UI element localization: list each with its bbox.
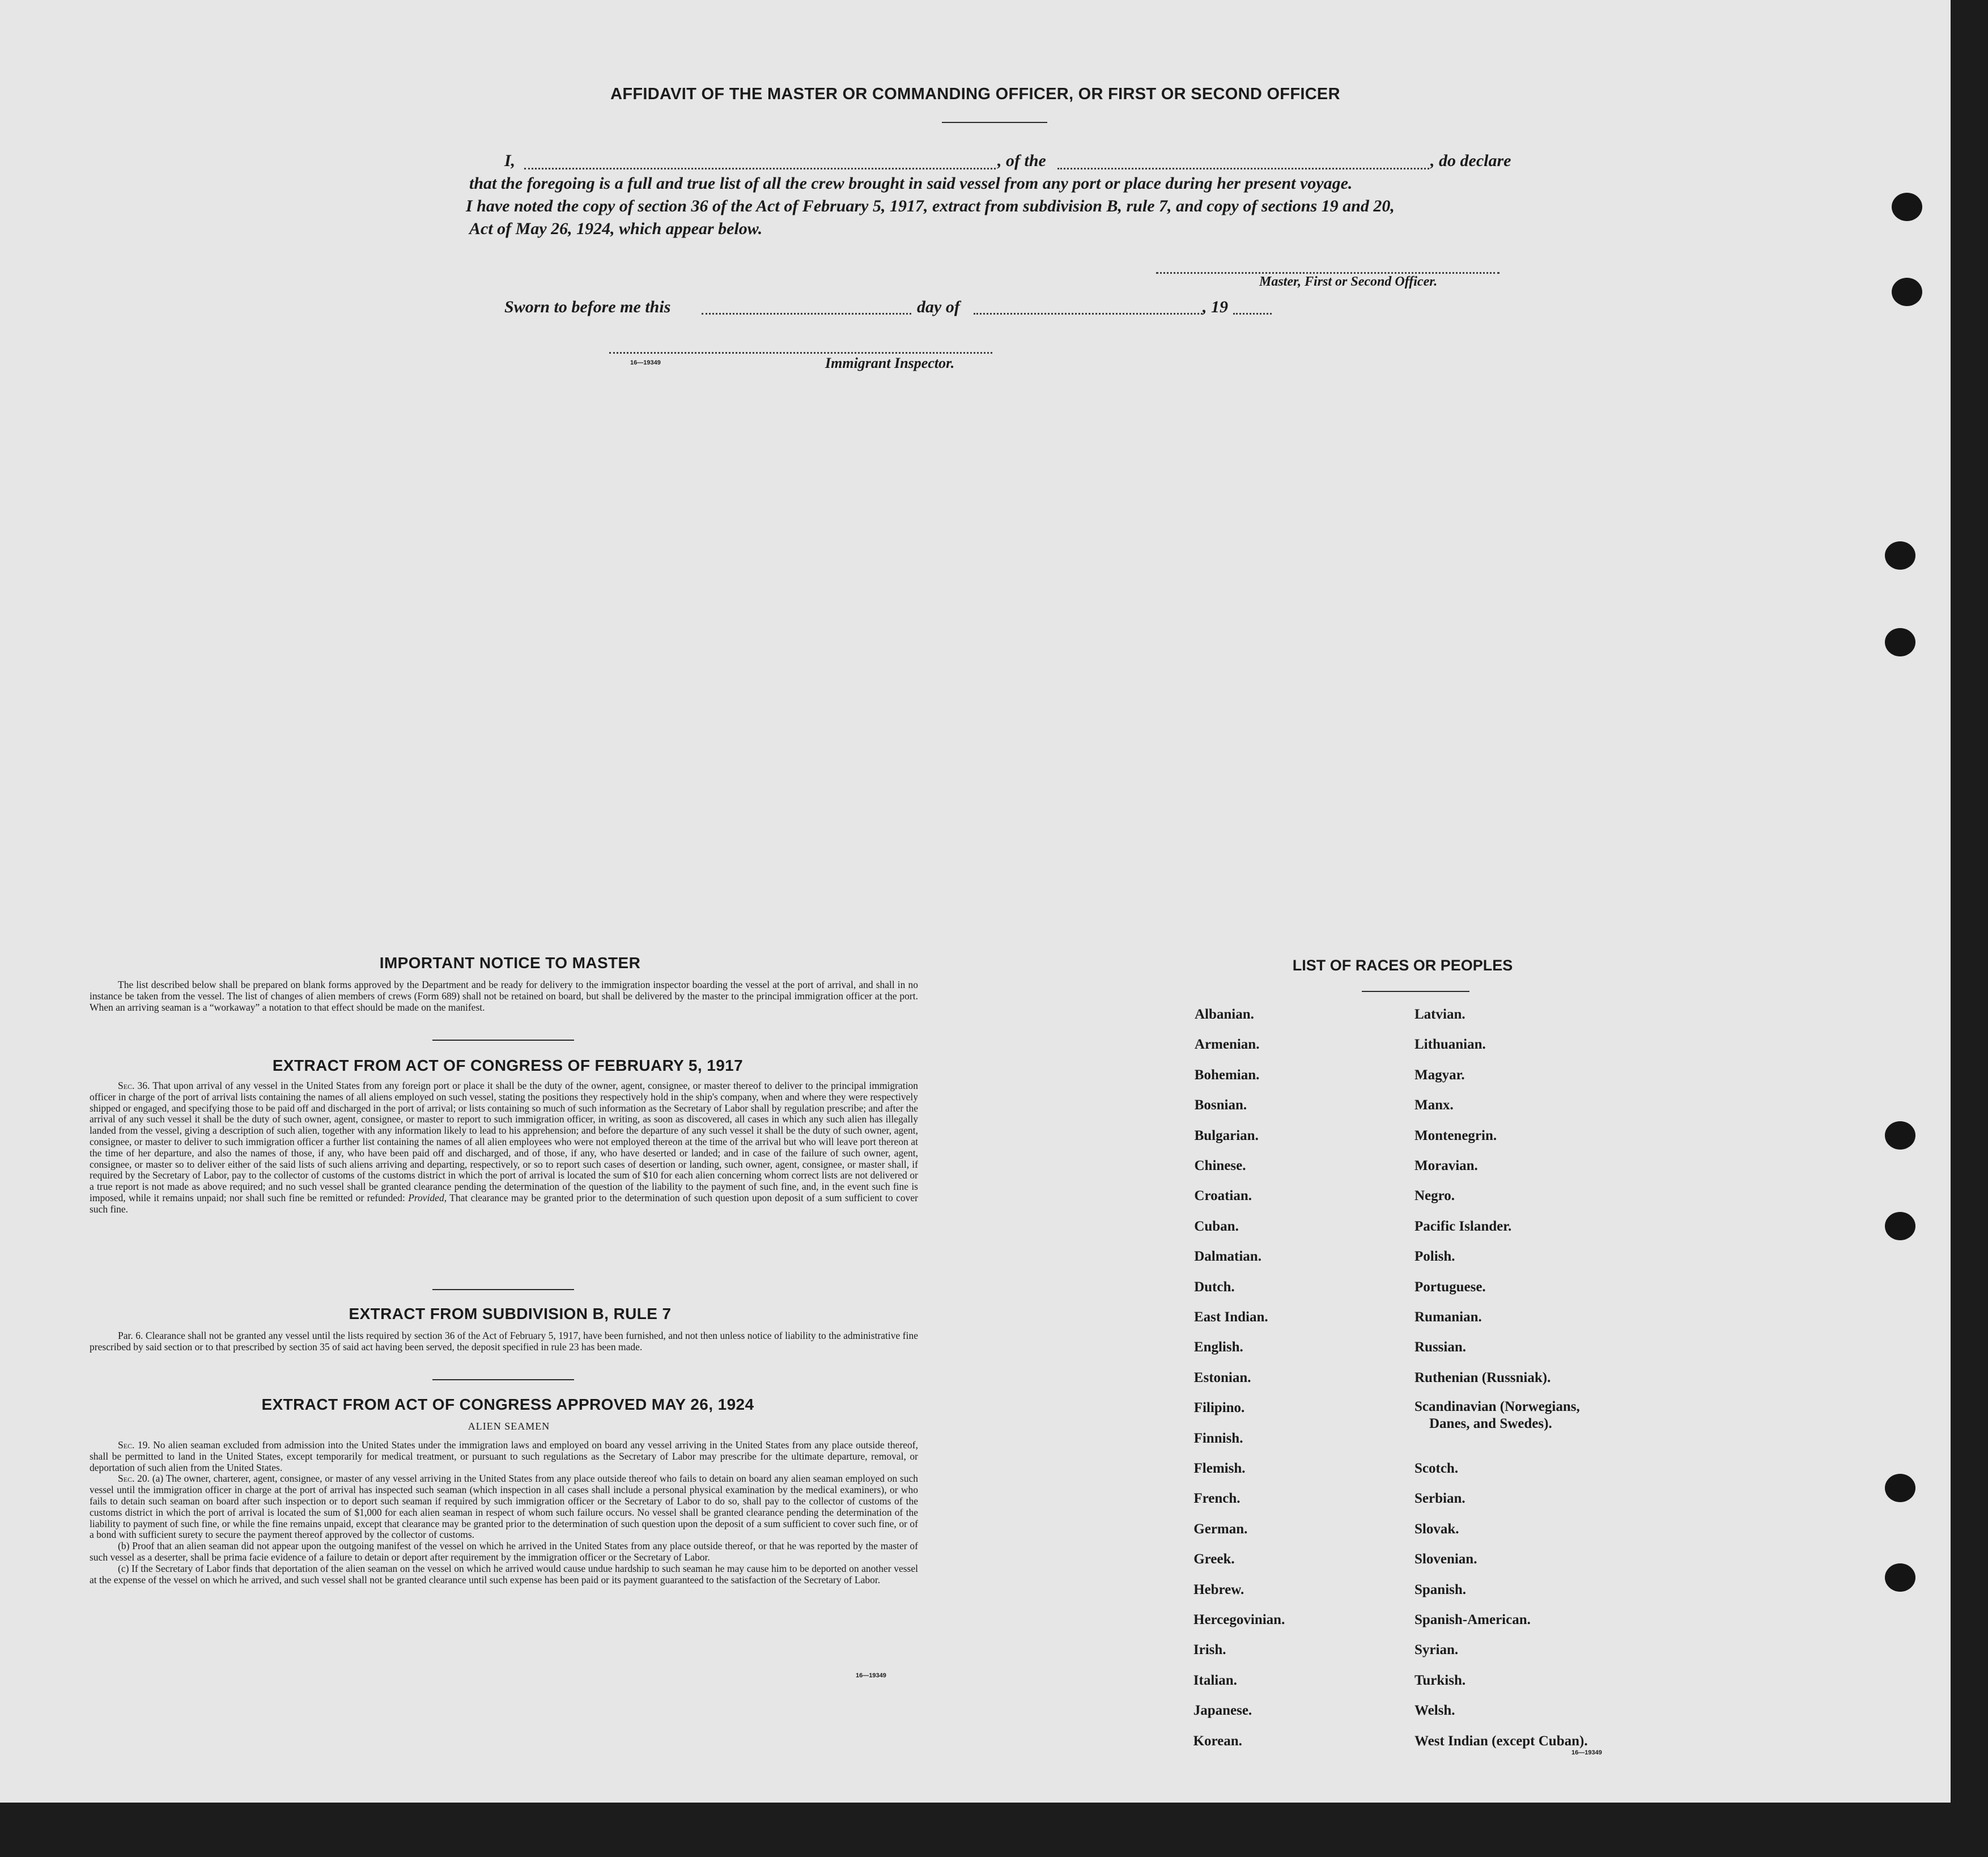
form-number: 16—19349 bbox=[856, 1672, 886, 1679]
race-item: Slovak. bbox=[1414, 1521, 1459, 1537]
rule7-text: Par. 6. Clearance shall not be granted any vessel until the lists required by section 36 of the Act of February 5, 1917, have been furnished, and not then unless notice of liability to the administrative fine prescribed by said section or to that prescribed by section 35 of said act having been served, the deposit specified in rule 23 has been made. bbox=[90, 1330, 918, 1353]
race-item: Bulgarian. bbox=[1194, 1127, 1259, 1143]
race-item: Dutch. bbox=[1194, 1279, 1235, 1295]
race-item: Dalmatian. bbox=[1194, 1249, 1261, 1265]
race-item: Croatian. bbox=[1194, 1188, 1252, 1204]
race-item: Polish. bbox=[1414, 1249, 1455, 1265]
race-item: Cuban. bbox=[1194, 1218, 1239, 1234]
inspector-caption: Immigrant Inspector. bbox=[825, 355, 955, 371]
races-title-rule bbox=[1362, 991, 1469, 992]
inspector-signature-field[interactable] bbox=[609, 352, 992, 354]
extract-rule7-title: EXTRACT FROM SUBDIVISION B, RULE 7 bbox=[349, 1305, 672, 1322]
race-item: Armenian. bbox=[1194, 1037, 1260, 1053]
extract-1924-title: EXTRACT FROM ACT OF CONGRESS APPROVED MAY 26, 1924 bbox=[261, 1396, 754, 1413]
race-item: Chinese. bbox=[1194, 1158, 1246, 1173]
race-item: Welsh. bbox=[1414, 1703, 1455, 1719]
race-item: Irish. bbox=[1193, 1642, 1226, 1658]
punch-hole bbox=[1885, 541, 1915, 570]
punch-hole bbox=[1885, 1474, 1915, 1502]
race-item: Hebrew. bbox=[1193, 1582, 1244, 1597]
alien-seamen-subtitle: ALIEN SEAMEN bbox=[468, 1421, 550, 1432]
race-item: Lithuanian. bbox=[1414, 1037, 1486, 1053]
race-item: Negro. bbox=[1414, 1188, 1455, 1204]
race-item: Magyar. bbox=[1414, 1067, 1465, 1083]
section-36-text-end: That clearance may be granted prior to the determination of such question upon deposit of a sum sufficient to cover such fine. bbox=[90, 1192, 918, 1215]
signature-caption: Master, First or Second Officer. bbox=[1259, 274, 1438, 289]
punch-hole bbox=[1885, 1121, 1915, 1150]
declarant-name-field[interactable] bbox=[524, 168, 996, 169]
race-item: Flemish. bbox=[1193, 1461, 1246, 1476]
race-item: French. bbox=[1193, 1491, 1241, 1507]
punch-hole bbox=[1885, 1212, 1915, 1240]
race-item: Serbian. bbox=[1414, 1491, 1465, 1507]
sworn-year-label: , 19 bbox=[1203, 298, 1228, 316]
race-item: Portuguese. bbox=[1414, 1279, 1486, 1295]
notice-paragraph bbox=[90, 980, 918, 1013]
race-item: Hercegovinian. bbox=[1193, 1612, 1285, 1627]
race-item: Japanese. bbox=[1193, 1703, 1252, 1719]
punch-hole bbox=[1885, 1563, 1915, 1592]
affidavit-title: AFFIDAVIT OF THE MASTER OR COMMANDING OFFICER, OR FIRST OR SECOND OFFICER bbox=[610, 85, 1340, 103]
affidavit-text-line: I have noted the copy of section 36 of the Act of February 5, 1917, extract from subdivision B, rule 7, and copy of sections 19 and 20, bbox=[466, 197, 1395, 215]
race-item: Moravian. bbox=[1414, 1158, 1478, 1173]
race-item: Syrian. bbox=[1414, 1642, 1459, 1658]
section-label: Sec. 36. bbox=[118, 1080, 150, 1091]
race-item: West Indian (except Cuban). bbox=[1414, 1733, 1588, 1749]
section-36-text: That upon arrival of any vessel in the United States from any foreign port or place it shall be the duty of the owner, agent, consignee, or master thereof to deliver to the principal immigration officer in charge of the port of arrival lists containing the names of all aliens employed on such vessel, stating the positions they respectively hold in the ship's company, when and where they were respectively shipped or engaged, and specifying those to be paid off and discharged in the port of arrival; or lists containing so much of such information as the Secretary of Labor shall by regulation prescribe; and after the arrival of any such vessel it shall be the duty of such owner, agent, consignee, or master to report to such immigration officer, in writing, as soon as discovered, all cases in which any such alien has illegally landed from the vessel, giving a description of such alien, together with any information likely to lead to his apprehension; and before the departure of any such vessel it shall be the duty of such owner, agent, consignee, or master to deliver to such immigration officer a further list containing the names of all alien employees who were not employed thereon at the time of the arrival but who will leave port thereon at the time of her departure, and also the names of those, if any, who have been paid off and discharged, and of those, if any, who have deserted or landed; and in case of the failure of such owner, agent, consignee, or master so to deliver either of the said lists of such aliens arriving and departing, respectively, or so to report such cases of desertion or landing, such owner, agent, consignee, or master shall, if required by the Secretary of Labor, pay to the collector of customs of the customs district in which the port of arrival is located the sum of $10 for each alien concerning whom correct lists are not delivered or a true report is not made as above required; and no such vessel shall be granted clearance pending the determination of the question of the liability to the payment of such fine, and, in the event such fine is imposed, while it remains unpaid; nor shall such fine be remitted or refunded: bbox=[90, 1080, 918, 1203]
race-item: Finnish. bbox=[1193, 1430, 1243, 1446]
sworn-day-of-label: day of bbox=[917, 298, 960, 316]
race-item: Rumanian. bbox=[1414, 1309, 1482, 1325]
sworn-month-field[interactable] bbox=[974, 313, 1203, 315]
extract-1917-paragraph bbox=[90, 1080, 918, 1215]
race-item: Italian. bbox=[1193, 1672, 1237, 1688]
section-19-text: No alien seaman excluded from admission into the United States under the immigration laws and employed on board any vessel arriving in the United States from any place outside thereof, shall be permitted to land in the United States, except temporarily for medical treatment, or pursuant to such regulations as the Secretary of Labor may prescribe for the ultimate departure, removal, or deportation of such alien from the United States. bbox=[90, 1439, 918, 1473]
affidavit-text-line: that the foregoing is a full and true list of all the crew brought in said vessel from any port or place during her present voyage. bbox=[469, 174, 1353, 193]
race-item: Pacific Islander. bbox=[1414, 1218, 1512, 1234]
sworn-label: Sworn to before me this bbox=[504, 298, 671, 316]
race-item: Russian. bbox=[1414, 1339, 1467, 1355]
section-label: Sec. 19. bbox=[118, 1439, 150, 1451]
punch-hole bbox=[1892, 193, 1922, 221]
section-divider bbox=[432, 1040, 574, 1041]
race-item: German. bbox=[1193, 1521, 1248, 1537]
notice-title: IMPORTANT NOTICE TO MASTER bbox=[379, 954, 641, 972]
vessel-name-field[interactable] bbox=[1057, 168, 1429, 169]
race-item: Albanian. bbox=[1195, 1007, 1254, 1022]
punch-hole bbox=[1885, 628, 1915, 656]
form-number: 16—19349 bbox=[630, 359, 661, 366]
races-title: LIST OF RACES OR PEOPLES bbox=[1292, 957, 1513, 974]
race-item: Bohemian. bbox=[1194, 1067, 1260, 1083]
race-item: Bosnian. bbox=[1194, 1097, 1247, 1113]
section-divider bbox=[432, 1289, 574, 1290]
section-20b-text: (b) Proof that an alien seaman did not appear upon the outgoing manifest of the vessel on which he arrived in the United States from any place outside thereof, or that he was reported by the master of such vessel as a deserter, shall be prima facie evidence of a failure to detain or deport after requirement by the immigration officer or the Secretary of Labor. bbox=[90, 1540, 918, 1563]
race-item: Montenegrin. bbox=[1414, 1127, 1497, 1143]
race-item: Estonian. bbox=[1193, 1370, 1251, 1385]
section-20c-text: (c) If the Secretary of Labor finds that deportation of the alien seaman on the vessel on which he arrived would cause undue hardship to such seaman he may cause him to be deported on another vessel at the expense of the vessel on which he arrived, and such vessel shall not be granted clearance until such expense has been paid or its payment guaranteed to the satisfaction of the Secretary of Labor. bbox=[90, 1562, 918, 1585]
race-item: Slovenian. bbox=[1414, 1551, 1477, 1567]
affidavit-label-i: I, bbox=[504, 151, 516, 170]
race-item: English. bbox=[1193, 1339, 1243, 1355]
extract-1924-paragraph bbox=[90, 1440, 918, 1585]
extract-1917-title: EXTRACT FROM ACT OF CONGRESS OF FEBRUARY 5, 1917 bbox=[272, 1057, 744, 1074]
race-item: Scandinavian (Norwegians, bbox=[1414, 1399, 1580, 1415]
section-20a-text: (a) The owner, charterer, agent, consignee, or master of any vessel arriving in the United States from any place outside thereof who fails to detain on board any alien seaman employed on such vessel until the immigration officer in charge at the port of arrival has inspected such seaman (which inspection in all cases shall include a personal physical examination by the medical examiners), or who fails to detain such seaman on board after such inspection or to deport such seaman if required by such immigration officer or the Secretary of Labor to do so, shall pay to the collector of customs of the customs district in which the port of arrival is located the sum of $1,000 for each alien seaman in respect of whom such failure occurs. No vessel shall be granted clearance pending the determination of the liability to payment of such fine, or while the fine remains unpaid, except that clearance may be granted prior to the determination of such question upon the deposit of a sum sufficient to cover such fine, or of a bond with sufficient surety to secure the payment thereof approved by the collector of customs. bbox=[90, 1473, 918, 1541]
race-item: Manx. bbox=[1414, 1097, 1454, 1113]
punch-hole bbox=[1892, 278, 1922, 306]
sworn-year-field[interactable] bbox=[1233, 313, 1272, 315]
extract-rule7-paragraph bbox=[90, 1330, 918, 1353]
title-rule bbox=[942, 122, 1047, 123]
race-item: Korean. bbox=[1193, 1733, 1242, 1749]
affidavit-label-declare: , do declare bbox=[1430, 151, 1511, 170]
section-divider bbox=[432, 1379, 574, 1380]
notice-text: The list described below shall be prepared on blank forms approved by the Department and be ready for delivery to the immigration inspector boarding the vessel at the port of arrival, and shall in no instance be taken from the vessel. The list of changes of alien members of crews (Form 689) shall not be retained on board, but shall be delivered by the master to the principal immigration officer at the port. When an arriving seaman is a “workaway” a notation to that effect should be made on the manifest. bbox=[90, 979, 918, 1013]
race-item: Ruthenian (Russniak). bbox=[1414, 1370, 1551, 1385]
race-item: Spanish. bbox=[1414, 1582, 1467, 1597]
race-item: Spanish-American. bbox=[1414, 1612, 1531, 1627]
sworn-day-field[interactable] bbox=[702, 313, 911, 315]
form-number: 16—19349 bbox=[1571, 1749, 1602, 1756]
affidavit-label-of-the: , of the bbox=[997, 151, 1046, 170]
section-label: Sec. 20. bbox=[118, 1473, 150, 1485]
race-item: Latvian. bbox=[1414, 1007, 1465, 1022]
race-item: Greek. bbox=[1193, 1551, 1235, 1567]
affidavit-text-line: Act of May 26, 1924, which appear below. bbox=[469, 219, 763, 238]
race-item: Scotch. bbox=[1414, 1461, 1459, 1476]
officer-signature-field[interactable] bbox=[1156, 272, 1500, 274]
race-item: Turkish. bbox=[1414, 1672, 1466, 1688]
provided-label: Provided, bbox=[408, 1192, 447, 1203]
race-item: Filipino. bbox=[1193, 1400, 1245, 1416]
race-item: Danes, and Swedes). bbox=[1429, 1416, 1552, 1432]
race-item: East Indian. bbox=[1194, 1309, 1268, 1325]
